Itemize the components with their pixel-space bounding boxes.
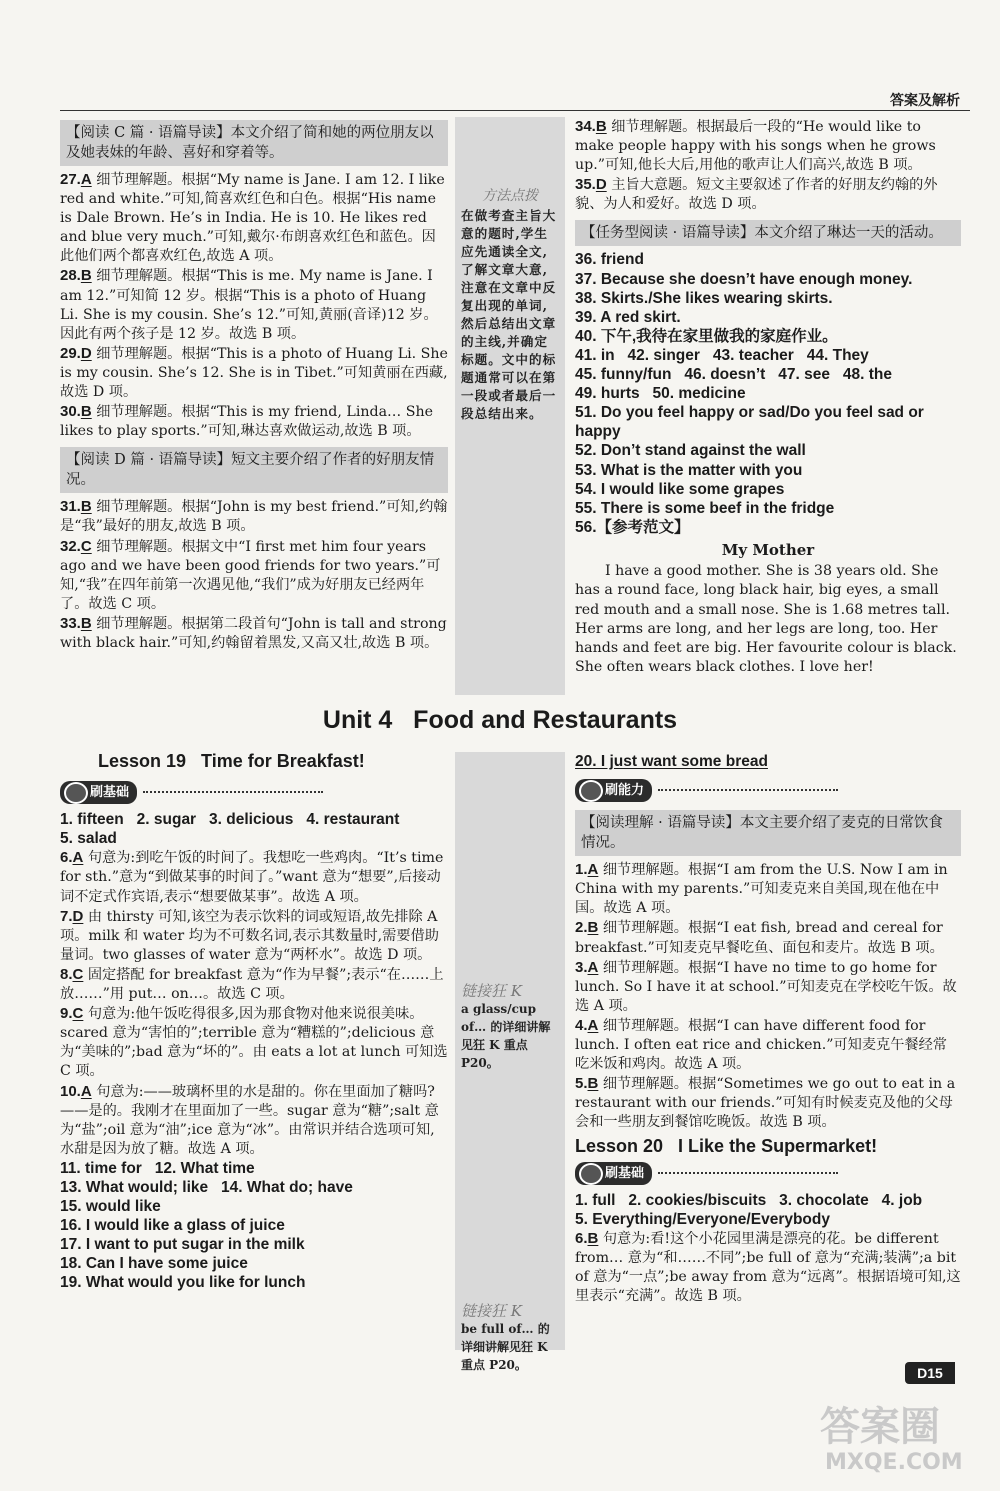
item-explanation: 固定搭配 for breakfast 意为“作为早餐”;表示“在……上放……”用 put… on…。故选 C 项。 (60, 966, 444, 1003)
answer-line: 13. What would; like 14. What do; have (60, 1178, 353, 1196)
item-answer: A (587, 1016, 599, 1034)
answer-item (60, 497, 448, 536)
item-answer: B (80, 267, 92, 285)
item-number: 5. (575, 1075, 588, 1093)
answer-item (60, 614, 448, 653)
watermark-logo: 答案圈 (820, 1404, 940, 1450)
lesson19-tag: 刷基础 (60, 781, 137, 804)
item-answer: A (587, 958, 599, 976)
answer-line: 52. Don’t stand against the wall (575, 442, 806, 460)
item-number: 4. (575, 1016, 588, 1034)
item-number: 1. (575, 861, 588, 879)
item-answer: D (72, 907, 84, 925)
lesson20-tag: 刷基础 (575, 1162, 652, 1185)
tag-dots (658, 789, 838, 791)
item-explanation: 细节理解题。根据“This is a photo of Huang Li. She is my cousin. She’s 12. She is in Tibet.”可知黄丽在西藏,故选 D 项。 (60, 345, 448, 401)
answer-item (575, 1016, 961, 1074)
item-number: 2. (575, 919, 588, 937)
answer-line: 1. full 2. cookies/biscuits 3. chocolate 4. job (575, 1191, 923, 1209)
lesson19-column (60, 752, 448, 1293)
link-gap (461, 1072, 559, 1302)
link-title-1: 链接狂 K (461, 982, 522, 1000)
link-text-2: be full of… 的详细讲解见狂 K 重点 P20。 (461, 1322, 550, 1372)
right-top-items (575, 117, 961, 214)
answer-item (575, 1074, 961, 1132)
lesson20-tag-row (575, 1162, 961, 1185)
item-answer: A (587, 861, 599, 879)
item-number: 27. (60, 171, 81, 188)
item-explanation: 细节理解题。根据“I have no time to go home for lunch. So I have it at school.”可知麦克在学校吃午饭。故选 A 项。 (575, 959, 957, 1014)
answer-line: 5. Everything/Everyone/Everybody (575, 1210, 830, 1228)
answer-item (575, 1229, 961, 1306)
answer-line: 11. time for 12. What time (60, 1159, 255, 1177)
task-reading-guide: 【任务型阅读 · 语篇导读】本文介绍了琳达一天的活动。 (575, 220, 961, 246)
tag-dots (143, 791, 323, 793)
lesson19-items (60, 848, 448, 1159)
answer-line: 55. There is some beef in the fridge (575, 499, 835, 517)
answer-line: 38. Skirts./She likes wearing skirts. (575, 289, 833, 307)
answer-line: 16. I would like a glass of juice (60, 1217, 285, 1235)
ability-tag: 刷能力 (575, 779, 652, 802)
link-text-1: a glass/cup of… 的详细讲解见狂 K 重点 P20。 (461, 1002, 551, 1070)
item-answer: B (80, 498, 92, 516)
item-number: 9. (60, 1005, 73, 1023)
item-answer: B (587, 1229, 599, 1247)
answer-line: 17. I want to put sugar in the milk (60, 1236, 305, 1254)
lesson19-title: Lesson 19 Time for Breakfast! (98, 751, 365, 771)
link-box-1 (455, 752, 565, 1372)
answer-item (575, 175, 961, 214)
answer-item (60, 266, 448, 343)
item-explanation: 细节理解题。根据“This is me. My name is Jane. I am 12.”可知简 12 岁。根据“This is a photo of Huang Li. She is my cousin. She’s 12.”可知,黄丽(音译)12 岁。因此有两个孩子是 12 岁。故选 B 项。 (60, 268, 438, 342)
answer-line: 54. I would like some grapes (575, 480, 785, 498)
item-answer: D (595, 176, 607, 194)
answer-item (60, 848, 448, 906)
item-explanation: 细节理解题。根据“I eat fish, bread and cereal for breakfast.”可知麦克早餐吃鱼、面包和麦片。故选 B 项。 (575, 920, 944, 956)
answer-line: 15. would like (60, 1198, 161, 1216)
unit-title: Unit 4 Food and Restaurants (322, 706, 678, 734)
item-explanation: 细节理解题。根据“I am from the U.S. Now I am in China with my parents.”可知麦克来自美国,现在他在中国。故选 A 项。 (575, 862, 948, 917)
item-answer: A (80, 171, 92, 188)
answer-line: 18. Can I have some juice (60, 1255, 248, 1273)
page-number: D15 (905, 1362, 955, 1384)
item-answer: A (72, 849, 84, 867)
left-top-items-2 (60, 497, 448, 653)
answer-line: 37. Because she doesn’t have enough money. (575, 270, 913, 288)
answer-line: 39. A red skirt. (575, 308, 681, 326)
item-answer: B (595, 118, 607, 135)
lesson20-answers (575, 1191, 961, 1229)
lesson19-answers (60, 810, 448, 848)
header-divider (60, 110, 970, 111)
answer-line: 51. Do you feel happy or sad/Do you feel sad or happy (575, 404, 929, 441)
item-number: 6. (575, 1229, 588, 1247)
item-number: 7. (60, 907, 73, 925)
right-top-column (575, 117, 961, 678)
right-top-answers (575, 250, 961, 536)
answer-line: 36. friend (575, 251, 644, 269)
method-tips-title: 方法点拨 (482, 188, 538, 204)
answer-20: 20. I just want some bread (575, 753, 768, 770)
item-explanation: 句意为:他午饭吃得很多,因为那食物对他来说很美味。scared 意为“害怕的”;terrible 意为“糟糕的”;delicious 意为“美味的”;bad 意为“坏的”。由 eats a lot at lunch 可知选 C 项。 (60, 1006, 448, 1080)
item-number: 28. (60, 267, 81, 285)
watermark-url: MXQE.COM (825, 1450, 963, 1475)
item-number: 35. (575, 176, 596, 194)
item-number: 8. (60, 965, 73, 983)
item-number: 6. (60, 849, 73, 867)
ability-tag-row (575, 779, 961, 802)
answer-item (575, 117, 961, 175)
item-explanation: 由 thirsty 可知,该空为表示饮料的词或短语,故先排除 A 项。milk 和 water 均为不可数名词,表示其数量时,需要借助量词。two glasses of water 意为“两杯水”。故选 D 项。 (60, 908, 439, 963)
lesson19-tag-row (60, 781, 448, 804)
item-number: 3. (575, 958, 588, 976)
essay-body: I have a good mother. She is 38 years old. She has a round face, long black hair, big eyes, a small red mouth and a small nose. She is 1.68 metres tall. Her arms are long, and her legs are long, too. Her hands and feet are big. Her favourite colour is black. She often wears black clothes. I love her! (575, 562, 957, 676)
lesson20-item-6 (575, 1229, 961, 1306)
answer-item (60, 907, 448, 965)
left-top-items (60, 170, 448, 441)
item-answer: C (80, 537, 92, 555)
item-number: 32. (60, 537, 81, 555)
answer-item (60, 537, 448, 614)
item-number: 34. (575, 118, 596, 135)
answer-line: 1. fifteen 2. sugar 3. delicious 4. restaurant (60, 811, 400, 829)
reading-c-guide: 【阅读 C 篇 · 语篇导读】本文介绍了简和她的两位朋友以及她表妹的年龄、喜好和穿着等。 (60, 120, 448, 166)
lesson19-answers-2 (60, 1159, 448, 1293)
answer-item (60, 1004, 448, 1081)
link-title-2: 链接狂 K (461, 1302, 522, 1320)
item-answer: A (80, 1082, 92, 1100)
answer-item (575, 958, 961, 1016)
item-explanation: 细节理解题。根据文中“I first met him four years ago and we have been good friends for two years.”可知,“我”在四年前第一次遇见他,“我们”成为好朋友已经两年了。故选 C 项。 (60, 538, 441, 612)
item-explanation: 细节理解题。根据“I can have different food for lunch. I often eat rice and chicken.”可知麦克午餐经常吃米饭和鸡肉。故选 A 项。 (575, 1017, 947, 1073)
answer-line: 53. What is the matter with you (575, 461, 803, 479)
item-explanation: 细节理解题。根据第二段首句“John is tall and strong with black hair.”可知,约翰留着黑发,又高又壮,故选 B 项。 (60, 615, 447, 651)
answer-item (60, 402, 448, 441)
item-explanation: 句意为:到吃午饭的时间了。我想吃一些鸡肉。“It’s time for sth.”意为“到做某事的时间了。”want 意为“想要”,后接动词不定式作宾语,表示“想要做某事”。故选 A 项。 (60, 850, 444, 905)
answer-item (575, 860, 961, 918)
answer-item (575, 918, 961, 957)
item-number: 29. (60, 344, 81, 362)
method-tips-box (455, 117, 565, 695)
item-explanation: 句意为:——玻璃杯里的水是甜的。你在里面加了糖吗?——是的。我刚才在里面加了一些。sugar 意为“糖”;salt 意为“盐”;oil 意为“油”;ice 意为“冰”。由常识并结合选项可知,水甜是因为放了糖。故选 A 项。 (60, 1083, 439, 1157)
item-answer: D (80, 344, 92, 362)
item-explanation: 细节理解题。根据“Sometimes we go out to eat in a restaurant with our friends.”可知有时候麦克及他的父母会和一些朋友到餐馆吃晚饭。故选 B 项。 (575, 1076, 956, 1131)
lesson20-column (575, 752, 961, 1306)
item-answer: B (80, 403, 92, 421)
answer-line: 45. funny/fun 46. doesn’t 47. see 48. the (575, 366, 892, 384)
item-answer: C (72, 965, 84, 983)
item-number: 30. (60, 403, 81, 421)
left-top-column (60, 120, 448, 653)
answer-item (60, 344, 448, 402)
lesson20-reading-items (575, 860, 961, 1132)
answer-item (60, 170, 448, 266)
item-number: 33. (60, 614, 81, 632)
item-explanation: 细节理解题。根据“John is my best friend.”可知,约翰是“我”最好的朋友,故选 B 项。 (60, 499, 448, 535)
item-answer: B (587, 1075, 599, 1093)
answer-item (60, 965, 448, 1004)
method-tips-text: 在做考查主旨大意的题时,学生应先通读全文,了解文章大意,注意在文章中反复出现的单词,然后总结出文章的主线,并确定标题。文中的标题通常可以在第一段或者最后一段总结出来。 (461, 208, 557, 421)
answer-line: 5. salad (60, 830, 117, 848)
item-answer: B (587, 919, 599, 937)
answer-line: 41. in 42. singer 43. teacher 44. They (575, 346, 869, 364)
item-explanation: 细节理解题。根据“My name is Jane. I am 12. I like red and white.”可知,简喜欢红色和白色。根据“His name is Dale Brown. He’s in India. He is 10. He likes red and blue very much.”可知,戴尔·布朗喜欢红色和蓝色。因此他们两个都喜欢红色,故选 A 项。 (60, 172, 445, 265)
item-answer: C (72, 1005, 84, 1023)
item-explanation: 句意为:看!这个小花园里满是漂亮的花。be different from… 意为“和……不同”;be full of 意为“充满;装满”;a bit of 意为“一点”;be away from 意为“远离”。根据语境可知,这里表示“充满”。故选 B 项。 (575, 1230, 961, 1305)
item-number: 31. (60, 498, 81, 516)
reading-comprehension-guide: 【阅读理解 · 语篇导读】本文主要介绍了麦克的日常饮食情况。 (575, 810, 961, 856)
tag-dots (658, 1172, 838, 1174)
item-explanation: 细节理解题。根据最后一段的“He would like to make people happy with his songs when he grows up.”可知,他长大后,用他的歌声让人们高兴,故选 B 项。 (575, 119, 936, 174)
essay-title: My Mother (721, 540, 815, 559)
answer-item (60, 1082, 448, 1159)
answer-line: 19. What would you like for lunch (60, 1274, 306, 1292)
answer-line: 49. hurts 50. medicine (575, 385, 746, 403)
item-explanation: 主旨大意题。短文主要叙述了作者的好朋友约翰的外貌、为人和爱好。故选 D 项。 (575, 177, 938, 213)
answer-line: 40. 下午,我待在家里做我的家庭作业。 (575, 327, 838, 345)
item-explanation: 细节理解题。根据“This is my friend, Linda… She likes to play sports.”可知,琳达喜欢做运动,故选 B 项。 (60, 404, 433, 440)
answer-line: 56.【参考范文】 (575, 518, 690, 536)
lesson20-title: Lesson 20 I Like the Supermarket! (575, 1135, 878, 1156)
item-number: 10. (60, 1082, 81, 1100)
reading-d-guide: 【阅读 D 篇 · 语篇导读】短文主要介绍了作者的好朋友情况。 (60, 447, 448, 493)
item-answer: B (80, 614, 92, 632)
header-title: 答案及解析 (890, 93, 960, 109)
